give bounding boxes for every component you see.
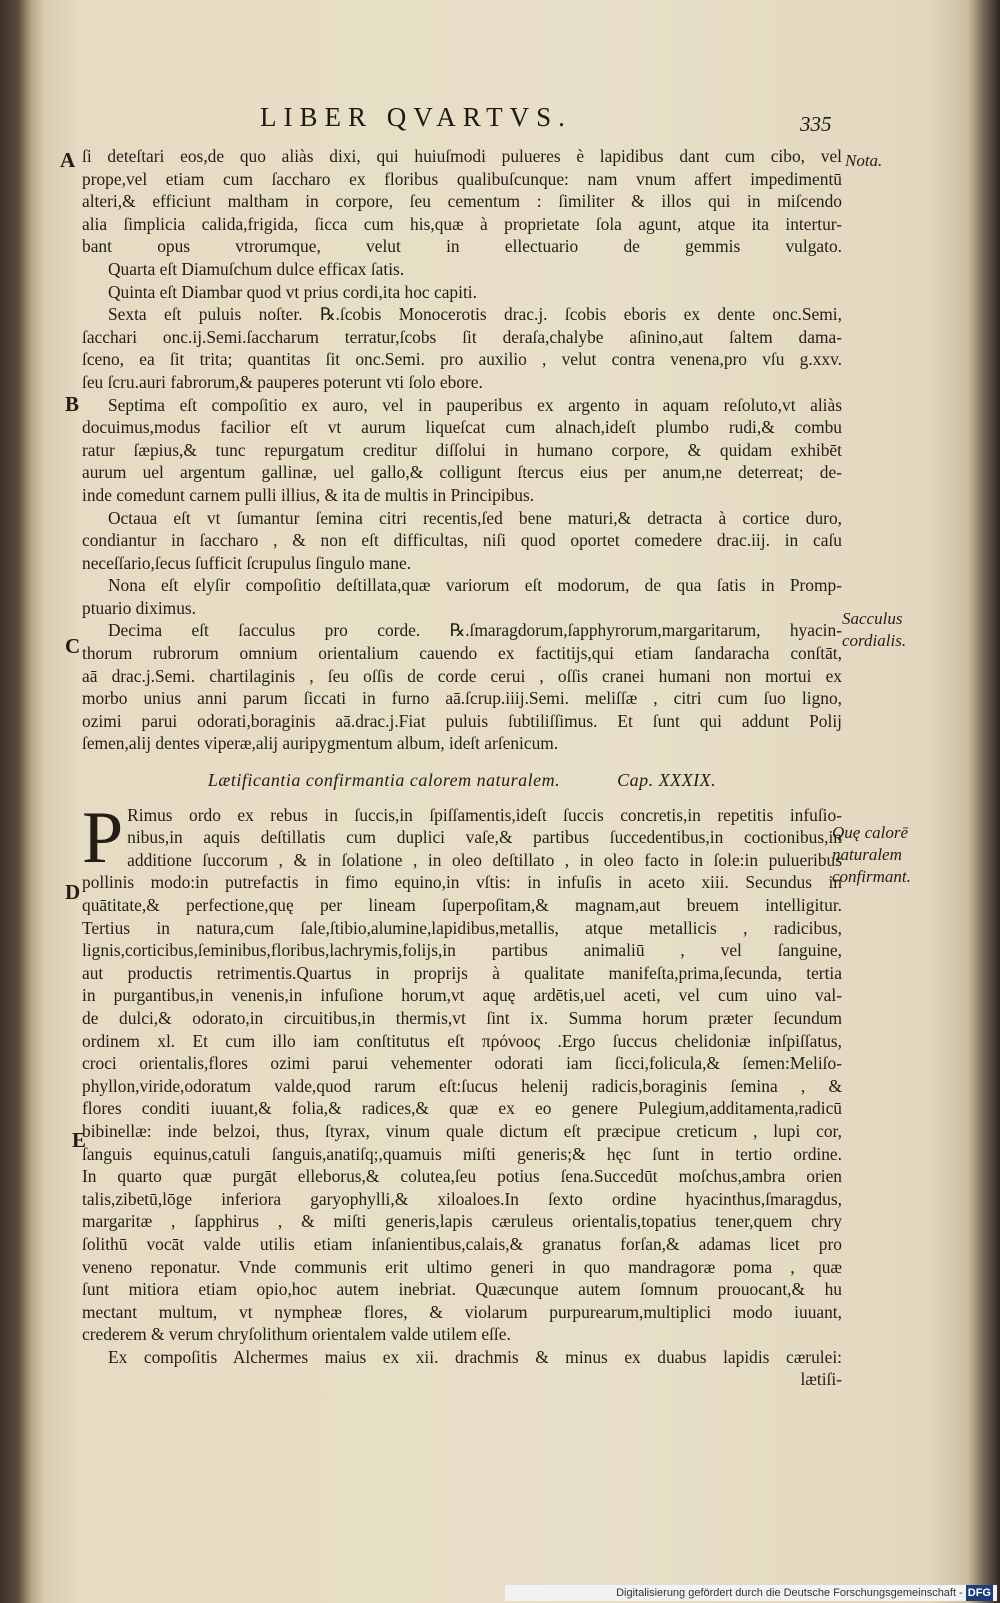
text-line: talis,zibetū,lōge inferiora garyophylli,& xiloaloes.In ſexto ordine hyacinthus,ſmaragdus, (82, 1188, 842, 1209)
text-line: ozimi parui odorati,boraginis aā.drac.j.Fiat puluis ſubtiliſſimus. Et ſunt qui addunt Polij (82, 710, 842, 731)
paragraph (82, 145, 842, 258)
text-line: neceſſario,ſecus ſufficit ſcrupulus ſingulo mane. (82, 552, 412, 573)
text-line: Tertius in natura,cum ſale,ſtibio,alumine,lapidibus,metallis, atque metallicis , radicibus, (82, 917, 842, 938)
text-line: bant opus vtrorumque, velut in ellectuario de gemmis vulgato. (82, 236, 842, 257)
text-line: thorum rubrorum omnium orientalium cauendo ex factitijs,qui etiam ſandaracha conſtāt, (82, 643, 842, 664)
text-line: margaritæ , ſapphirus , & miſti generis,lapis cæruleus orientalis,topatius tener,quem chry (82, 1211, 842, 1232)
drop-capital: P (82, 796, 124, 879)
text-line: nibus,in aquis deſtillatis cum duplici vaſe,& partibus ſuccedentibus,in coctionibus,in (127, 827, 842, 848)
text-line: mectant multum, vt nympheæ flores, & violarum purpurearum,multiplici modo iuuant, (82, 1301, 842, 1322)
margin-note-nota: Nota. (845, 151, 883, 170)
text-line: pollinis modo:in putrefactis in fimo equino,in vſtis: in infuſis in aceto xiii. Secundus in (82, 872, 842, 893)
text-line: condiantur in ſaccharo , & non eſt difficultas, niſi quod oportet comedere drac.iij. in caſu (82, 530, 842, 551)
digitization-credit (505, 1585, 997, 1601)
page-number: 335 (800, 112, 832, 136)
text-line: inde comedunt carnem pulli illius, & ita de multis in Principibus. (82, 484, 535, 505)
book-page (30, 10, 970, 1580)
text-line: morbo unius anni parum ſiccati in furno aā.ſcrup.iiij.Semi. meliſſæ , citri cum ſuo ligno, (82, 688, 842, 709)
text-line: veneno reponatur. Vnde communis erit ultimo generi in quo mandragoræ poma , quæ (82, 1256, 842, 1277)
margin-note-sacculus (842, 608, 906, 652)
text-line: In quarto quæ purgāt elleborus,& colutea,ſeu potius ſena.Succedūt moſchus,ambra orien (82, 1166, 842, 1187)
text-line: crederem & verum chryſolithum orientalem valde utilem eſſe. (82, 1324, 511, 1345)
text-line: docuimus,modus facilior eſt vt aurum liqueſcat cum alnach,ideſt plumbo rudi,& combu (82, 417, 842, 438)
chapter-title: Lætificantia confirmantia calorem naturalem. (207, 770, 561, 791)
section-marker-b: B (65, 392, 80, 416)
text-line: Ex compoſitis Alchermes maius ex xii. drachmis & minus ex duabus lapidis cærulei: (108, 1346, 842, 1367)
text-line: Septima eſt compoſitio ex auro, vel in pauperibus ex argento in aquam reſoluto,vt aliàs (108, 394, 842, 415)
chapter-number: Cap. XXXIX. (617, 770, 717, 791)
text-line: flores conditi iuuant,& folia,& radices,& quæ ex eo genere Pulegium,additamenta,radicū (82, 1098, 842, 1119)
section-marker-a: A (60, 148, 76, 172)
paragraph (82, 303, 842, 393)
text-line: lignis,corticibus,ſeminibus,floribus,lachrymis,folijs,in partibus animaliū , vel ſanguine, (82, 940, 842, 961)
text-line: ſanguis equinus,catuli ſanguis,anatiſq;,quamuis miſti generis;& hęc ſunt in tertio ordine. (82, 1143, 842, 1164)
main-text (82, 145, 842, 1391)
text-line: Rimus ordo ex rebus in ſuccis,in ſpiſſamentis,ideſt ſuccis concretis,in repetitis infuſio- (127, 804, 842, 825)
text-line: ſeu ſcru.auri fabrorum,& pauperes poterunt vti ſolo ebore. (82, 371, 483, 392)
catchword: lætiſi- (800, 1369, 842, 1390)
paragraph (82, 394, 842, 507)
text-line: Nona eſt elyſir compoſitio deſtillata,quæ variorum eſt modorum, de qua ſatis in Promp- (108, 575, 842, 596)
dfg-logo: DFG (967, 1587, 991, 1599)
text-line: Decima eſt ſacculus pro corde. ℞.ſmaragdorum,ſapphyrorum,margaritarum, hyacin- (108, 620, 842, 641)
credit-text: Digitalisierung gefördert durch die Deutsche Forschungsgemeinschaft - (616, 1587, 963, 1599)
paragraph (82, 619, 842, 755)
text-line: ordinem xl. Et cum illo iam conſtitutus eſt πρόνοος .Ergo ſuccus chelidoniæ inſpiſſatus, (82, 1030, 842, 1051)
margin-note-line: Quę calorē (832, 823, 909, 842)
margin-note-line: confirmant. (832, 867, 911, 886)
text-line: aut productis retrimentis.Quartus in proprijs à qualitate manifeſta,prima,ſecunda, tertia (82, 962, 842, 983)
paragraph (82, 574, 842, 619)
text-line: alteri,& efficiunt maltham in corpore, ſeu cementum : ſimiliter & illos qui in miſcendo (82, 191, 842, 212)
chapter-heading (82, 769, 842, 792)
text-line: de dulci,& odorato,in circuitibus,in thermis,vt ſint ix. Summa horum præter ſecundum (82, 1007, 842, 1028)
text-line: ratur ſæpius,& tunc repurgatum creditur diſſolui in humano corpore, & quidam exhibēt (82, 439, 842, 460)
paragraph (82, 281, 842, 304)
text-line: alia ſimplicia calida,frigida, ſicca cum his,quæ à proprietate ſola agunt, atque ita intertur- (82, 213, 842, 234)
text-line: bibinellæ: inde belzoi, thus, ſtyrax, vinum quale dictum eſt præcipue creticum , lupi cor, (82, 1120, 842, 1141)
running-head: LIBER QVARTVS. (260, 102, 572, 132)
paragraph (82, 1346, 842, 1369)
margin-note-line: cordialis. (842, 631, 907, 650)
text-line: croci orientalis,flores ozimi parui vehementer odorati iam ſicci,folicula,& ſemen:Meliſo- (82, 1053, 842, 1074)
text-line: aā drac.j.Semi. chartilaginis , ſeu oſſis de corde cerui , oſſis cranei humani non mortui ex (82, 665, 842, 686)
text-line: ſi deteſtari eos,de quo aliàs dixi, qui huiuſmodi pulueres è lapidibus dant cum cibo, vel (82, 146, 842, 166)
text-line: in purgantibus,in venenis,in infuſione horum,vt aquę ardētis,uel aceti, vel cum uino val- (82, 985, 842, 1006)
text-line: ptuario diximus. (82, 597, 196, 618)
section-marker-c: C (65, 634, 81, 658)
section-marker-e: E (72, 1128, 87, 1152)
text-line: Octaua eſt vt ſumantur ſemina citri recentis,ſed bene maturi,& detracta à cortice duro, (108, 507, 842, 528)
paragraph (82, 507, 842, 575)
text-line: ſceno, ea ſit trita; quantitas ſit onc.Semi. pro auxilio , velut contra venena,pro vſu g.xxv. (82, 349, 842, 370)
text-line: ſemen,alij dentes viperæ,alij auripygmentum album, ideſt arſenicum. (82, 733, 559, 754)
text-line: quātitate,& perfectione,quę per lineam ſuperpoſitam,& magnam,aut breuem intelligitur. (82, 895, 842, 915)
paragraph (82, 804, 842, 849)
text-line: prope,vel etiam cum ſaccharo ex floribus qualibuſcunque: nam vnum affert impedimentū (82, 168, 842, 189)
text-line: additione ſuccorum , & in ſolatione , in oleo deſtillato , in oleo facto in ſole:in pulueribus (127, 849, 842, 870)
margin-note-line: Sacculus (842, 609, 903, 628)
text-line: Sexta eſt puluis noſter. ℞.ſcobis Monocerotis drac.j. ſcobis eboris ex dente onc.Semi, (108, 304, 842, 325)
text-line: Quinta eſt Diambar quod vt prius cordi,ita hoc capiti. (108, 281, 477, 302)
margin-note-calor (832, 822, 911, 888)
text-line: aurum uel argentum gallinæ, uel gallo,& colligunt ſtercus eius per anum,ne deterreat; de- (82, 462, 842, 483)
text-line: phyllon,viride,odoratum valde,quod rarum eſt:ſucus helenij radicis,boraginis ſemina , & (82, 1075, 842, 1096)
text-line: ſunt mitiora etiam opio,hoc autem inebriat. Quæcunque autem ſomnum prouocant,& hu (82, 1279, 842, 1300)
text-line: ſacchari onc.ij.Semi.ſaccharum terratur,ſcobs ſit deraſa,chalybe aſinino,aut ſaltem dama- (82, 326, 842, 347)
paragraph (82, 849, 842, 1346)
section-marker-d: D (65, 880, 81, 904)
text-line: ſolithū vocāt valde utilis etiam inſanientibus,calais,& granatus forſan,& adamas licet pro (82, 1233, 842, 1254)
margin-note-line: naturalem (832, 845, 902, 864)
paragraph (82, 258, 842, 281)
text-line: Quarta eſt Diamuſchum dulce efficax ſatis. (108, 258, 405, 279)
